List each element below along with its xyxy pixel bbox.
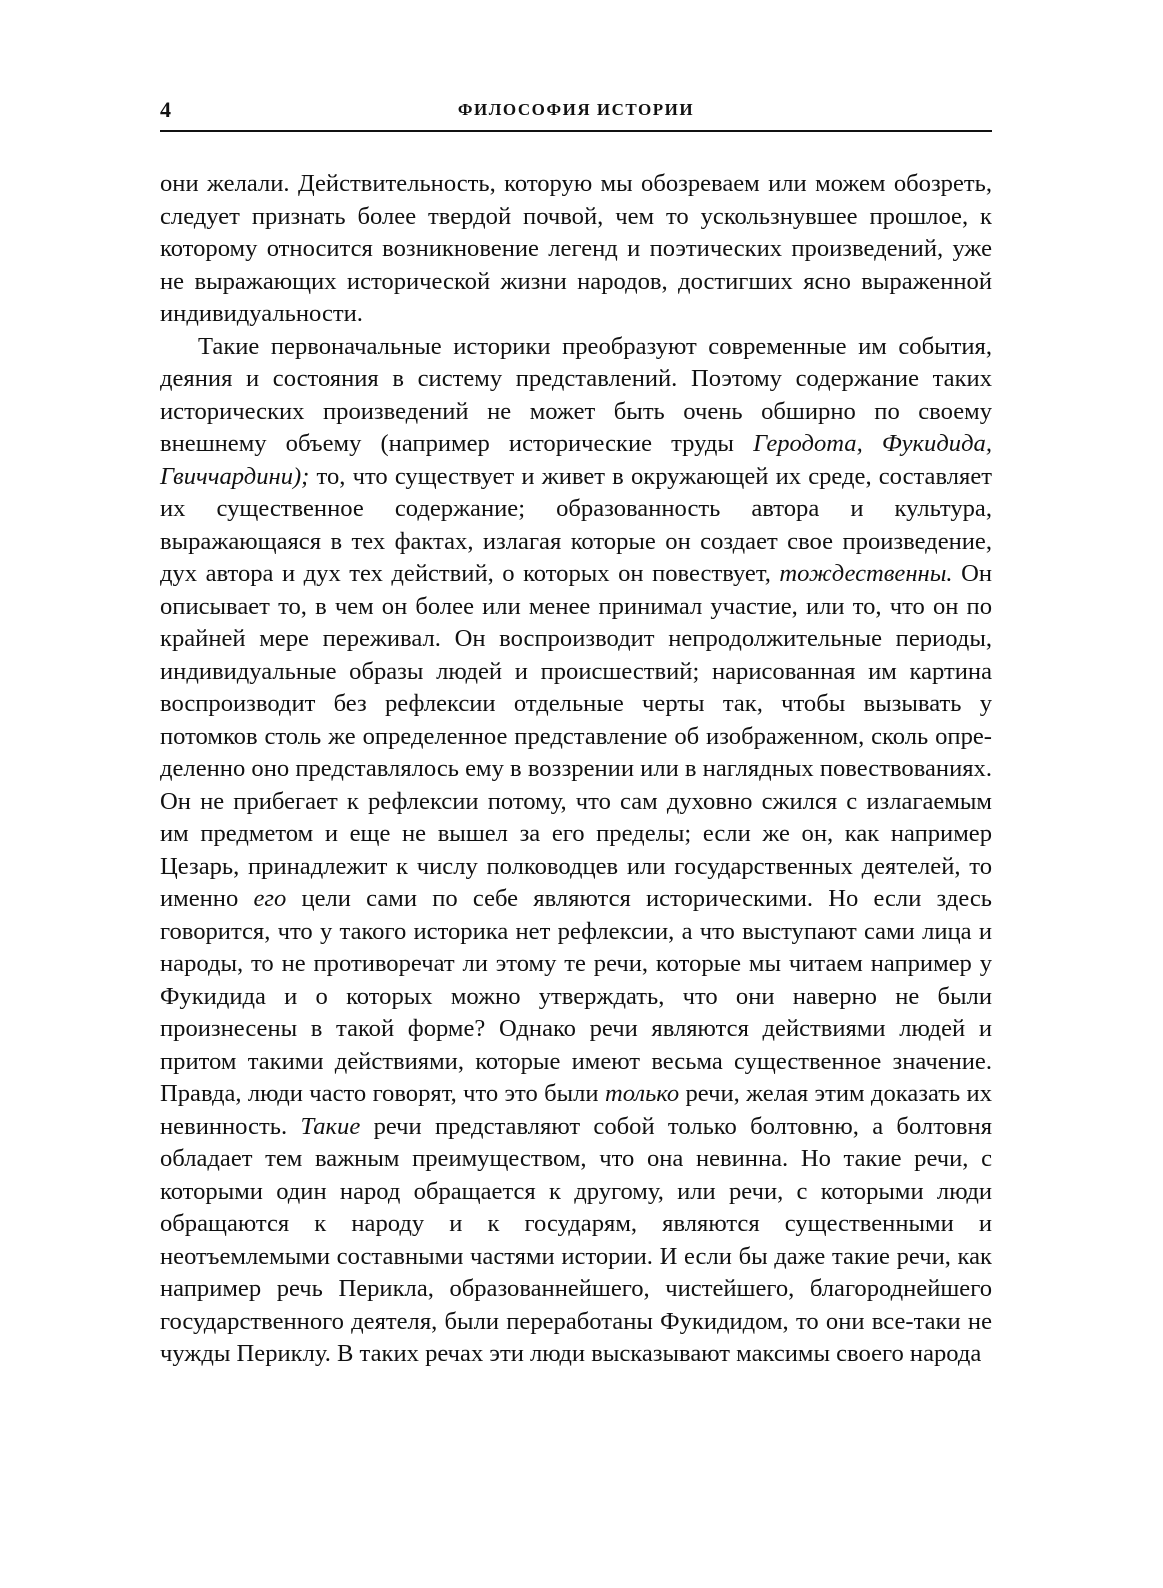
italic-tozhdestvenny: тождественны. [779, 560, 953, 587]
paragraph-2-text: речи представляют собой только болтовню, а болтовня обладает тем важным преимуществом, что она невинна. Но такие речи, с которыми один народ обращается к другому, или речи, с которыми люди обращаются к народу и к государям, являются существенными и неотъемлемыми составными частями истории. И если бы даже такие речи, как например речь Перикла, образованнейшего, чистейшего, благороднейшего государственного деятеля, были переработаны Фукидидом, то они все-таки не чужды Периклу. В таких речах эти люди высказывают максимы своего народа [160, 1112, 993, 1367]
paragraph-2-text: цели сами по себе являются историческими. Но если здесь говорится, что у такого историка нет рефлексии, а что выступают сами лица и народы, то не противоречат ли этому те речи, которые мы читаем например у Фукидида и о которых можно утверждать, что они наверно не были произнесены в такой форме? Однако речи являются действиями людей и притом такими действиями, которые имеют весьма существенное значение. Правда, люди часто говорят, что это были [160, 885, 992, 1107]
italic-takie: Такие [300, 1112, 361, 1140]
book-page [160, 96, 992, 1371]
paragraph-1 [160, 168, 992, 331]
paragraph-1-text: они желали. Действительность, которую мы обозреваем или можем обозреть, следует признать более твердой почвой, чем то ускользнувшее прошлое, к которому относится возникновение легенд и поэтических произведений, уже не выражающих исторической жизни народов, достигших ясно выраженной индивидуальности. [160, 170, 992, 327]
paragraph-2-text: то, что существует и живет в окружающей их среде, составляет их существенное содержание; образованность автора и культура, выражающаяся в тех фактах, излагая которые он создает свое произведение, дух автора и дух тех действий, о которых он повествует, [160, 462, 992, 587]
body-text [160, 168, 992, 1371]
italic-tolko: только [604, 1080, 680, 1107]
paragraph-2 [160, 331, 992, 1371]
paragraph-2-text: речи, желая этим доказать их невинность. [160, 1080, 992, 1140]
paragraph-2-text: Такие первоначальные историки преобразуют современные им события, деяния и состояния в систему представлений. Поэтому содержание таких исторических произведений не может быть очень обширно по своему внешнему объему (например исторические труды [160, 332, 992, 457]
italic-historians-names: Геродота, Фукидида, Гвиччардини); [160, 430, 992, 490]
running-title: ФИЛОСОФИЯ ИСТОРИИ [457, 100, 695, 119]
page-number: 4 [160, 97, 171, 122]
paragraph-2-text: Он описывает то, в чем он более или менее принимал участие, или то, что он по крайней мере переживал. Он воспроизводит непродолжительные периоды, индивидуальные образы людей и происшествий; нарисованная им картина воспроизводит без рефлексии отдельные черты так, чтобы вызывать у потомков столь же определенное представление об изображенном, сколь определенно оно представлялось ему в воззрении или в наглядных повествованиях. Он не прибегает к рефлексии потому, что сам духовно сжился с излагаемым им предметом и еще не вышел за его пределы; если же он, как например Цезарь, принадлежит к числу полководцев или государственных деятелей, то именно [160, 560, 992, 912]
page-header [160, 96, 992, 132]
italic-ego: его [253, 885, 287, 912]
header-rule [160, 130, 992, 132]
